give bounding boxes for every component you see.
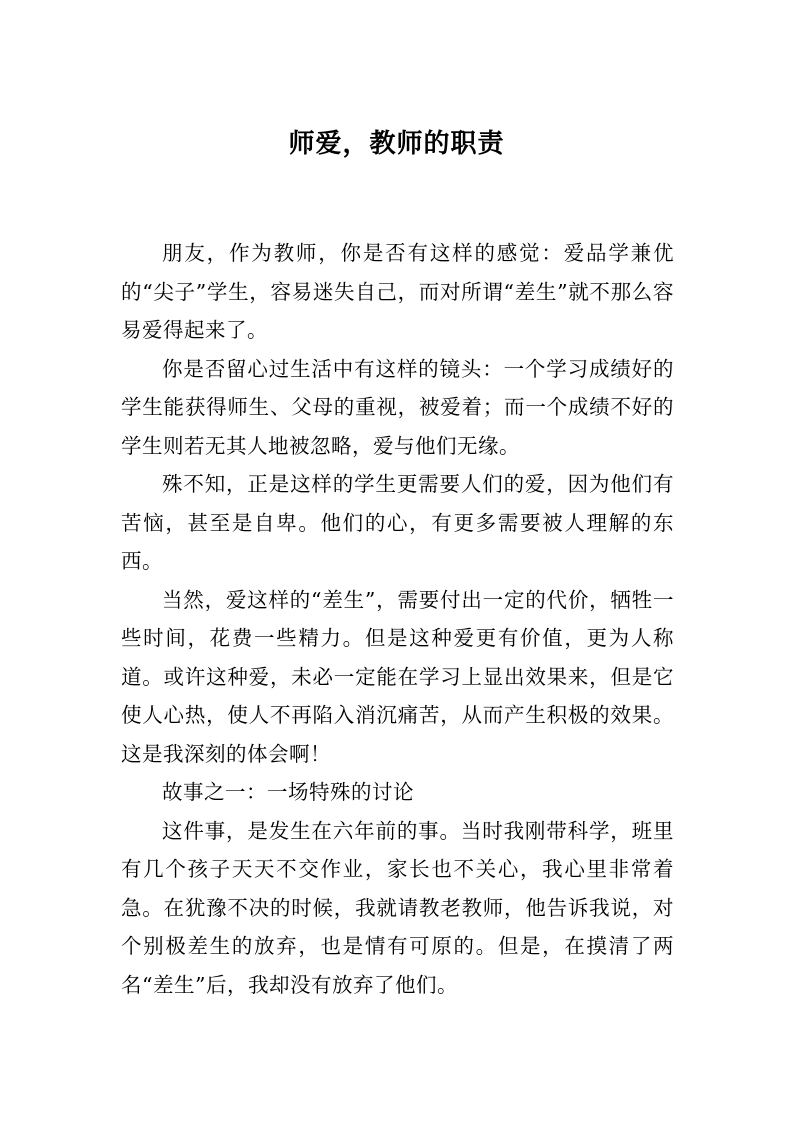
paragraph-2: 你是否留心过生活中有这样的镜头：一个学习成绩好的学生能获得师生、父母的重视，被爱着；而一个成绩不好的学生则若无其人地被忽略，爱与他们无缘。	[121, 356, 674, 458]
paragraph-4: 当然，爱这样的“差生”，需要付出一定的代价，牺牲一些时间，花费一些精力。但是这种爱更有价值，更为人称道。或许这种爱，未必一定能在学习上显出效果来，但是它使人心热，使人不再陷入消沉痛苦，从而产生积极的效果。这是我深刻的体会啊！	[121, 587, 674, 766]
paragraph-3: 殊不知，正是这样的学生更需要人们的爱，因为他们有苦恼，甚至是自卑。他们的心，有更多需要被人理解的东西。	[121, 472, 674, 573]
paragraph-1: 朋友，作为教师，你是否有这样的感觉：爱品学兼优的“尖子”学生，容易迷失自己，而对所谓“差生”就不那么容易爱得起来了。	[121, 241, 674, 342]
document-body	[121, 234, 674, 1004]
paragraph-6: 这件事，是发生在六年前的事。当时我刚带科学，班里有几个孩子天天不交作业，家长也不关心，我心里非常着急。在犹豫不决的时候，我就请教老教师，他告诉我说，对个别极差生的放弃，也是情有可原的。但是，在摸清了两名“差生”后，我却没有放弃了他们。	[121, 818, 674, 997]
document-title: 师爱，教师的职责	[288, 129, 505, 159]
story-heading: 故事之一：一场特殊的讨论	[162, 780, 414, 804]
